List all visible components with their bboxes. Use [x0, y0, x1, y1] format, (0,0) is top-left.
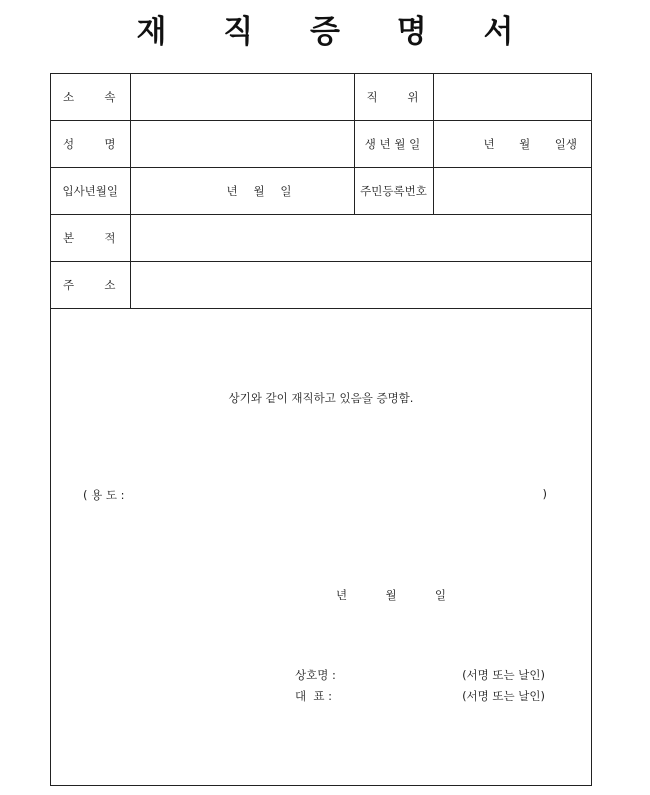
- row-address: [51, 262, 591, 309]
- certification-statement: 상기와 같이 재직하고 있음을 증명함.: [228, 391, 414, 405]
- position-field[interactable]: [433, 74, 591, 121]
- ceo-signature-line: [295, 688, 545, 704]
- row-hire-date: [51, 168, 591, 215]
- rrn-label: 주민등록번호: [354, 168, 433, 215]
- company-sign-note: (서명 또는 날인): [462, 668, 545, 682]
- ceo-sign-note: (서명 또는 날인): [462, 689, 545, 703]
- row-domicile: [51, 215, 591, 262]
- position-label: 직 위: [354, 74, 433, 121]
- birth-label: 생 년 월 일: [354, 121, 433, 168]
- row-name: [51, 121, 591, 168]
- certificate-body: [51, 309, 591, 783]
- usage-label: ( 용 도 :: [83, 488, 125, 502]
- domicile-label: 본 적: [51, 215, 130, 262]
- birth-field[interactable]: 년 월 일생: [433, 121, 591, 168]
- address-label: 주 소: [51, 262, 130, 309]
- row-affiliation: [51, 74, 591, 121]
- name-label: 성 명: [51, 121, 130, 168]
- address-field[interactable]: [130, 262, 591, 309]
- company-label: 상호명 :: [295, 668, 336, 682]
- affiliation-label: 소 속: [51, 74, 130, 121]
- certificate-form: [50, 73, 592, 786]
- rrn-field[interactable]: [433, 168, 591, 215]
- company-signature-line: [295, 667, 545, 683]
- affiliation-field[interactable]: [130, 74, 354, 121]
- issue-date: 년 월 일: [336, 588, 446, 602]
- usage-line: [83, 487, 547, 503]
- usage-close: ): [542, 487, 547, 501]
- employee-info-table: [51, 74, 591, 309]
- hire-date-label: 입사년월일: [51, 168, 130, 215]
- document-title: 재 직 증 명 서: [136, 14, 537, 50]
- ceo-label: 대 표 :: [295, 689, 333, 703]
- name-field[interactable]: [130, 121, 354, 168]
- domicile-field[interactable]: [130, 215, 591, 262]
- hire-date-field[interactable]: 년 월 일: [130, 168, 354, 215]
